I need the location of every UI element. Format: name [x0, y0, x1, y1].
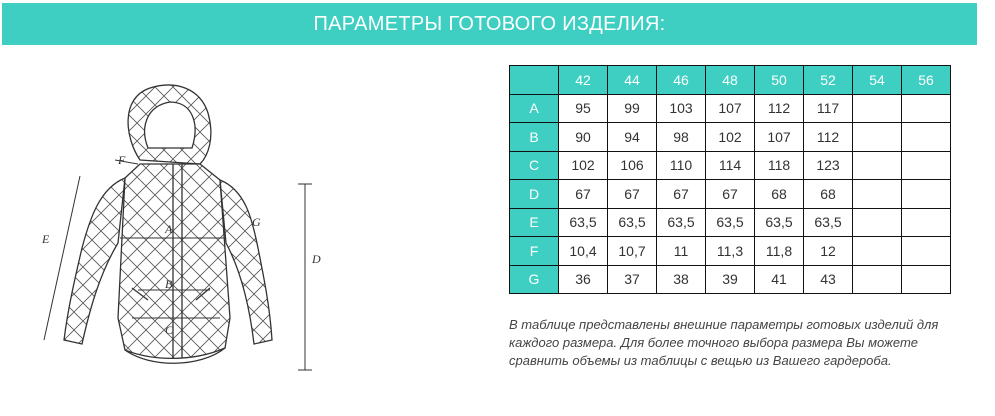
label-c: C [165, 323, 174, 337]
table-cell: 68 [755, 180, 804, 209]
table-cell [902, 208, 951, 237]
table-cell [853, 180, 902, 209]
table-cell: 10,4 [559, 237, 608, 266]
table-cell [853, 208, 902, 237]
table-row [510, 180, 951, 209]
table-row [510, 237, 951, 266]
table-cell: 11 [657, 237, 706, 266]
table-cell [853, 94, 902, 123]
table-cell: 43 [804, 265, 853, 294]
table-cell [853, 123, 902, 152]
size-header-corner [510, 66, 559, 95]
table-cell: 63,5 [755, 208, 804, 237]
row-label: B [510, 123, 559, 152]
table-cell [902, 237, 951, 266]
table-cell: 107 [755, 123, 804, 152]
table-cell: 98 [657, 123, 706, 152]
table-cell: 63,5 [608, 208, 657, 237]
table-cell: 112 [755, 94, 804, 123]
table-cell: 103 [657, 94, 706, 123]
table-cell: 36 [559, 265, 608, 294]
jacket-drawing [20, 78, 340, 378]
size-header: 52 [804, 66, 853, 95]
row-label: F [510, 237, 559, 266]
table-row [510, 151, 951, 180]
table-cell [853, 151, 902, 180]
table-cell: 102 [559, 151, 608, 180]
row-label: G [510, 265, 559, 294]
table-cell [853, 265, 902, 294]
jacket-illustration [20, 78, 340, 378]
label-a: A [165, 222, 173, 236]
size-note-text: В таблице представлены внешние параметры готовых изделий для каждого размера. Для более точного выбора размера Вы можете сравнить объемы из таблицы с вещью из Вашего гардероба. [509, 317, 939, 368]
table-cell: 63,5 [559, 208, 608, 237]
table-row [510, 265, 951, 294]
row-label: E [510, 208, 559, 237]
table-cell: 38 [657, 265, 706, 294]
label-g: G [252, 215, 261, 229]
table-cell: 63,5 [804, 208, 853, 237]
table-cell: 112 [804, 123, 853, 152]
size-header: 46 [657, 66, 706, 95]
size-note [509, 316, 979, 370]
table-cell: 117 [804, 94, 853, 123]
table-row [510, 94, 951, 123]
table-cell: 118 [755, 151, 804, 180]
size-header: 44 [608, 66, 657, 95]
row-label: C [510, 151, 559, 180]
table-cell: 90 [559, 123, 608, 152]
table-cell: 102 [706, 123, 755, 152]
table-cell: 11,3 [706, 237, 755, 266]
table-cell: 106 [608, 151, 657, 180]
table-cell: 107 [706, 94, 755, 123]
size-header: 56 [902, 66, 951, 95]
label-f: F [118, 153, 126, 167]
label-b: B [165, 277, 173, 291]
table-cell: 95 [559, 94, 608, 123]
table-cell: 11,8 [755, 237, 804, 266]
size-header: 50 [755, 66, 804, 95]
table-cell: 67 [706, 180, 755, 209]
label-e: E [42, 232, 50, 246]
table-cell: 68 [804, 180, 853, 209]
table-cell: 114 [706, 151, 755, 180]
table-cell [902, 123, 951, 152]
table-cell: 41 [755, 265, 804, 294]
table-cell [853, 237, 902, 266]
row-label: D [510, 180, 559, 209]
table-cell [902, 265, 951, 294]
table-cell: 123 [804, 151, 853, 180]
size-header-row [510, 66, 951, 95]
table-cell [902, 151, 951, 180]
size-table [509, 65, 951, 294]
table-cell: 39 [706, 265, 755, 294]
table-cell: 67 [657, 180, 706, 209]
page-title-banner [2, 3, 977, 45]
table-cell: 110 [657, 151, 706, 180]
table-cell: 67 [608, 180, 657, 209]
row-label: A [510, 94, 559, 123]
table-cell: 99 [608, 94, 657, 123]
table-cell: 63,5 [657, 208, 706, 237]
table-cell: 67 [559, 180, 608, 209]
table-row [510, 208, 951, 237]
label-d: D [312, 252, 321, 266]
table-cell: 12 [804, 237, 853, 266]
table-cell: 94 [608, 123, 657, 152]
size-header: 42 [559, 66, 608, 95]
page-title: ПАРАМЕТРЫ ГОТОВОГО ИЗДЕЛИЯ: [313, 12, 666, 35]
size-header: 54 [853, 66, 902, 95]
table-cell: 37 [608, 265, 657, 294]
table-cell: 10,7 [608, 237, 657, 266]
table-cell [902, 180, 951, 209]
table-cell: 63,5 [706, 208, 755, 237]
table-row [510, 123, 951, 152]
size-header: 48 [706, 66, 755, 95]
table-cell [902, 94, 951, 123]
